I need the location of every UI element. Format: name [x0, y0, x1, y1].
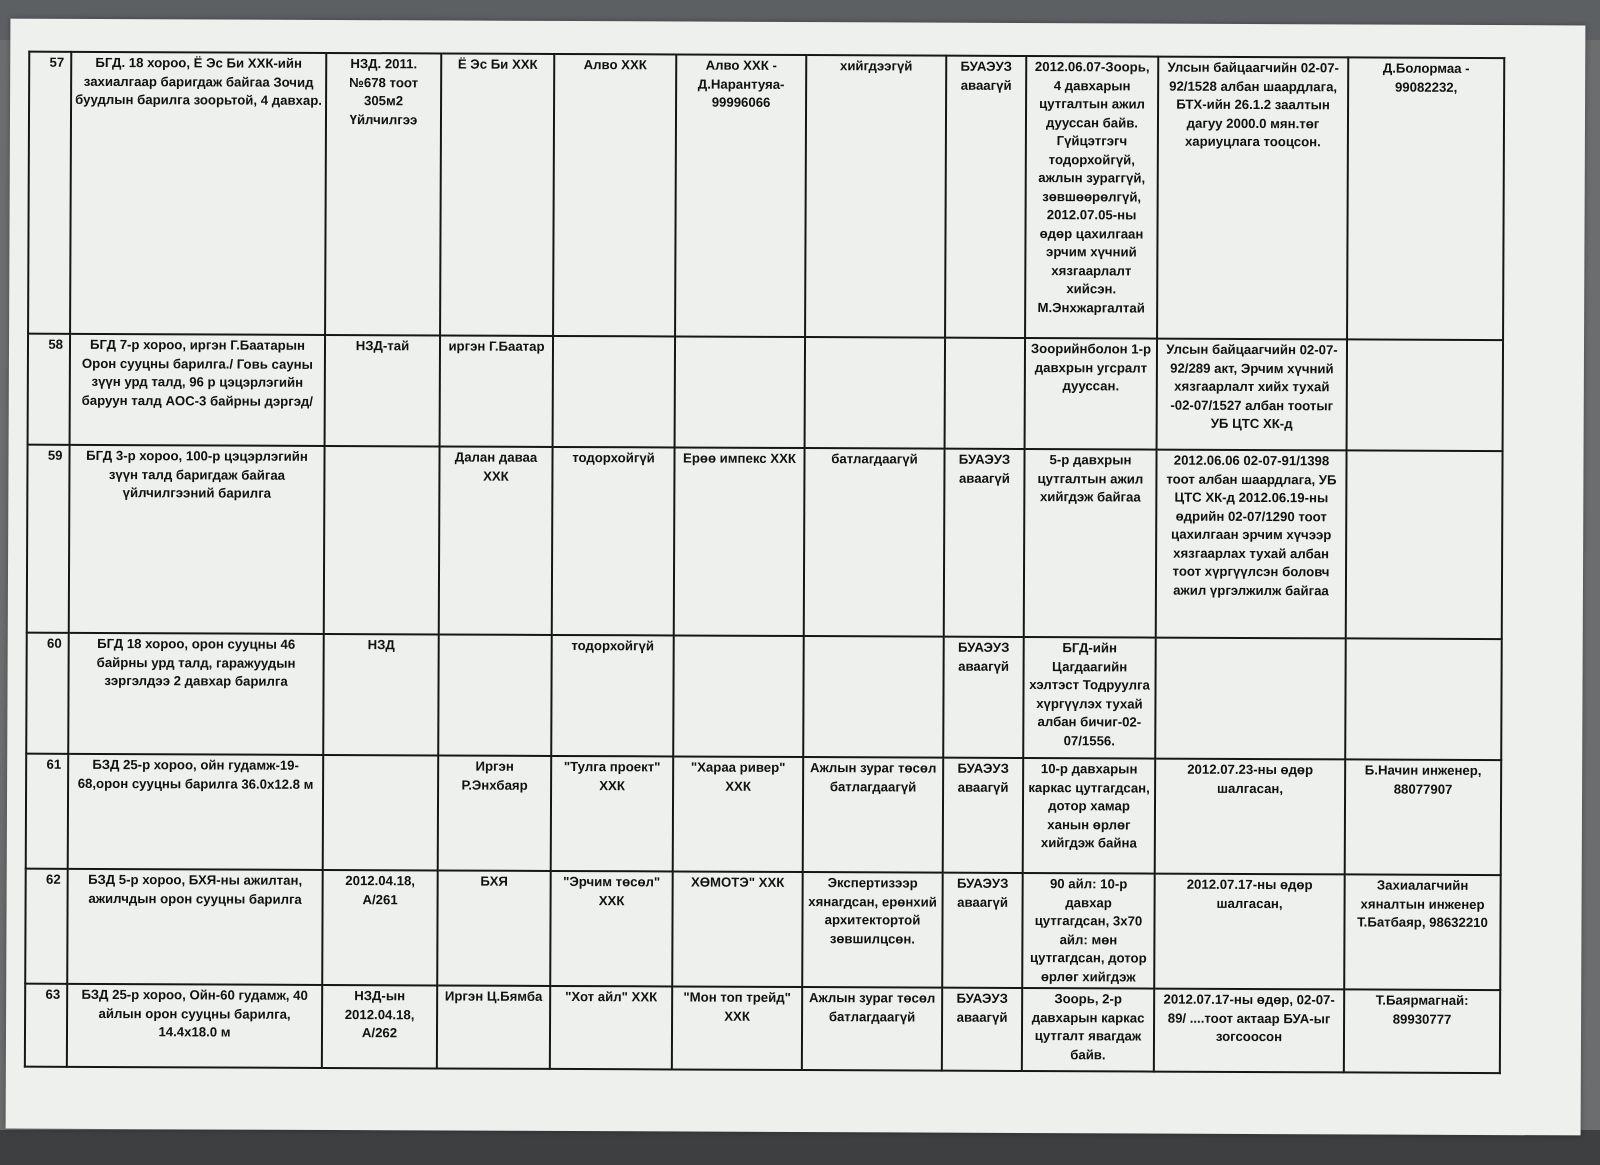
- cell-buaaeuz: БУАЭУЗ аваагүй: [942, 988, 1022, 1071]
- cell-action: 2012.07.17-ны өдөр шалгасан,: [1154, 874, 1345, 990]
- cell-no: 59: [27, 445, 70, 633]
- table-row: [28, 52, 1504, 340]
- cell-progress: 5-р давхрын цутгалтын ажил хийгдэж байгаа: [1024, 449, 1157, 638]
- cell-action: 2012.07.23-ны өдөр шалгасан,: [1155, 759, 1346, 875]
- cell-location: БЗД 25-р хороо, Ойн-60 гудамж, 40 айлын орон сууцны барилга, 14.4х18.0 м: [67, 984, 322, 1068]
- cell-action: Улсын байцаагчийн 02-07-92/1528 албан шаардлага, БТХ-ийн 26.1.2 заалтын дагуу 2000.0 мян.төг хариуцлага тооцсон.: [1157, 57, 1348, 340]
- cell-location: БЗД 5-р хороо, БХЯ-ны ажилтан, ажилчдын орон сууцны барилга: [67, 869, 322, 985]
- cell-expertise: Ажлын зураг төсөл батлагдаагүй: [802, 987, 942, 1071]
- cell-progress: Зоорь, 2-р давхарын каркас цутгалт явагдаж байв.: [1022, 988, 1154, 1072]
- cell-permit: НЗД-ын 2012.04.18, А/262: [322, 985, 437, 1069]
- cell-owner: иргэн Г.Баатар: [440, 335, 553, 446]
- table-row: [26, 754, 1501, 875]
- cell-permit: [324, 446, 440, 634]
- table-row: [25, 869, 1500, 990]
- cell-action: 2012.07.17-ны өдөр, 02-07-89/ ....тоот актаар БУА-ыг зогсоосон: [1154, 989, 1344, 1073]
- document-page: [6, 19, 1586, 1136]
- cell-expertise: Ажлын зураг төсөл батлагдаагүй: [803, 757, 944, 873]
- background-bottom: [0, 1130, 1600, 1165]
- table-row: [27, 445, 1503, 639]
- cell-expertise: Экспертизээр хянагдсан, ерөнхий архитектортой зөвшилцсөн.: [802, 872, 943, 988]
- table-row: [25, 984, 1500, 1073]
- cell-contractor: "Мон топ трейд" ХХК: [672, 986, 802, 1070]
- cell-progress: 10-р давхарын каркас цутгагдсан, дотор хамар ханын өрлөг хийгдэж байна: [1023, 758, 1156, 874]
- cell-buaaeuz: БУАЭУЗ аваагүй: [943, 758, 1024, 873]
- cell-owner: Далан даваа ХХК: [439, 446, 553, 634]
- cell-expertise: хийгдээгүй: [805, 55, 946, 338]
- cell-action: [1155, 638, 1346, 760]
- cell-no: 63: [25, 984, 67, 1067]
- cell-owner: [438, 634, 552, 755]
- cell-contractor: Алво ХХК - Д.Нарантуяа- 99996066: [675, 54, 806, 337]
- cell-contact: Захиалагчийн хяналтын инженер Т.Батбаяр, 98632210: [1344, 874, 1501, 990]
- table-row: [28, 334, 1503, 451]
- cell-location: БЗД 25-р хороо, ойн гудамж-19-68,орон сууцны барилга 36.0x12.8 м: [68, 754, 323, 870]
- cell-designer: "Хот айл" ХХК: [550, 986, 672, 1070]
- cell-contractor: Ерөө импекс ХХК: [674, 447, 805, 636]
- cell-location: БГД 3-р хороо, 100-р цэцэрлэгийн зүүн талд баригдаж байгаа үйлчилгээний барилга: [69, 445, 325, 634]
- cell-contact: Б.Начин инженер, 88077907: [1345, 759, 1502, 875]
- cell-buaaeuz: БУАЭУЗ аваагүй: [943, 637, 1024, 758]
- cell-contact: [1346, 450, 1503, 639]
- cell-permit: 2012.04.18, А/261: [322, 870, 438, 986]
- cell-location: БГД 7-р хороо, иргэн Г.Баатарын Орон сууцны барилга./ Говь сауны зүүн урд талд, 96 р цэцэрлэгийн баруун талд АОС-3 байрны дэргэд/: [70, 334, 325, 446]
- cell-contact: [1347, 339, 1503, 451]
- cell-action: Улсын байцаагчийн 02-07-92/289 акт, Эрчим хүчний хязгаарлалт хийх тухай -02-07/1527 албан тоотыг УБ ЦТС ХК-д: [1157, 339, 1347, 451]
- cell-progress: БГД-ийн Цагдаагийн хэлтэст Тодруулга хүргүүлэх тухай албан бичиг-02-07/1556.: [1023, 637, 1156, 759]
- construction-register-table: [24, 51, 1505, 1074]
- cell-designer: "Эрчим төсөл" ХХК: [550, 871, 673, 987]
- cell-no: 57: [28, 52, 71, 334]
- cell-progress: 90 айл: 10-р давхар цутгагдсан, 3х70 айл: мөн цутгагдсан, дотор өрлөг хийгдэж: [1022, 873, 1155, 989]
- cell-permit: НЗД. 2011. №678 тоот 305м2 Үйлчилгээ: [325, 53, 441, 335]
- cell-contact: [1345, 638, 1502, 760]
- cell-owner: Ё Эс Би ХХК: [440, 53, 554, 335]
- cell-designer: Алво ХХК: [553, 54, 676, 337]
- cell-contractor: [675, 336, 805, 448]
- cell-owner: Иргэн Ц.Бямба: [437, 985, 550, 1068]
- cell-designer: "Тулга проект" ХХК: [551, 756, 674, 872]
- cell-permit: [323, 755, 439, 871]
- cell-expertise: батлагдаагүй: [804, 448, 945, 637]
- cell-designer: тодорхойгүй: [552, 447, 675, 636]
- cell-contact: Т.Баярмагнай: 89930777: [1344, 989, 1500, 1073]
- cell-location: БГД 18 хороо, орон сууцны 46 байрны урд талд, гаражуудын зэргэлдээ 2 давхар барилга: [68, 633, 324, 755]
- cell-owner: Иргэн Р.Энхбаяр: [438, 755, 552, 870]
- cell-expertise: [803, 636, 944, 758]
- table-container: [24, 51, 1505, 1074]
- cell-contractor: ХӨМОТЭ" ХХК: [672, 871, 803, 987]
- cell-progress: Зоорийнболон 1-р давхрын угсралт дууссан.: [1025, 338, 1157, 450]
- cell-designer: тодорхойгүй: [551, 635, 674, 757]
- cell-location: БГД. 18 хороо, Ё Эс Би ХХК-ийн захиалгаар баригдаж байгаа Зочид буудлын барилга зоорьтой, 4 давхар.: [70, 52, 326, 335]
- cell-permit: НЗД: [323, 634, 439, 756]
- cell-no: 58: [28, 334, 70, 445]
- cell-no: 61: [26, 754, 69, 869]
- cell-buaaeuz: БУАЭУЗ аваагүй: [942, 873, 1023, 988]
- table-row: [26, 633, 1502, 760]
- cell-contractor: "Хараа ривер" ХХК: [673, 756, 804, 872]
- cell-contact: Д.Болормаа - 99082232,: [1347, 57, 1504, 340]
- cell-buaaeuz: БУАЭУЗ аваагүй: [945, 56, 1026, 338]
- cell-expertise: [805, 337, 945, 449]
- cell-no: 62: [25, 869, 68, 984]
- cell-action: 2012.06.06 02-07-91/1398 тоот албан шаардлага, УБ ЦТС ХК-д 2012.06.19-ны өдрийн 02-07/1290 тоот цахилгаан эрчим хүчээр хязгаарлах тухай албан тоот хүргүүлсэн боловч ажил үргэлжилж байгаа: [1156, 450, 1347, 639]
- cell-contractor: [673, 635, 804, 757]
- cell-buaaeuz: [945, 338, 1025, 449]
- cell-no: 60: [26, 633, 69, 754]
- cell-buaaeuz: БУАЭУЗ аваагүй: [944, 449, 1025, 637]
- cell-designer: [553, 336, 675, 448]
- cell-progress: 2012.06.07-Зоорь, 4 давхарын цутгалтын ажил дууссан байв. Гүйцэтгэгч тодорхойгүй, ажлын зураггүй, зөвшөөрөлгүй, 2012.07.05-ны өдөр цахилгаан эрчим хүчний хязгаарлалт хийсэн. М.Энхжаргалтай: [1025, 56, 1158, 339]
- cell-owner: БХЯ: [437, 870, 551, 985]
- cell-permit: НЗД-тай: [325, 335, 440, 447]
